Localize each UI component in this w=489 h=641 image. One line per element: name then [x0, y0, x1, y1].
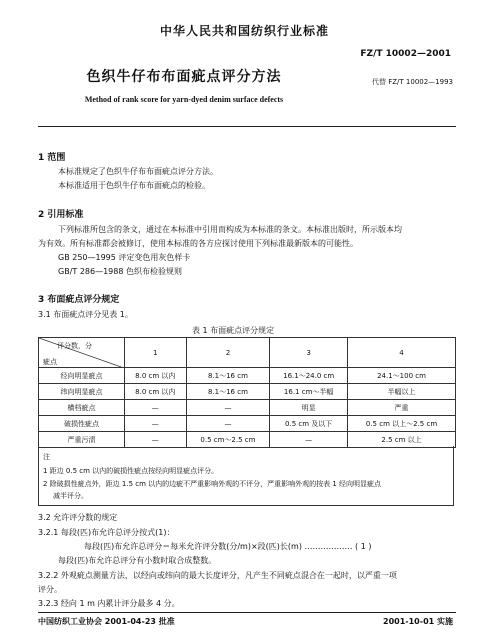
- score-table: [38, 337, 456, 448]
- corner-bottom-label: 疵点: [43, 358, 57, 366]
- note-2-cont: 减半评分。: [53, 492, 88, 500]
- row-label: 严重污渍: [39, 432, 125, 448]
- table-cell: 16.1～24.0 cm: [270, 368, 348, 384]
- implementation-date: 2001-10-01 实施: [383, 617, 453, 626]
- header-rule: [38, 126, 456, 127]
- table-row: [39, 368, 456, 384]
- section-2-title: 2 引用标准: [38, 210, 84, 220]
- table-cell: 半幅以上: [348, 384, 456, 400]
- table-cell: —: [270, 432, 348, 448]
- table-cell: 8.1～16 cm: [186, 384, 270, 400]
- note-label: 注: [43, 453, 50, 461]
- section-1-para-1: 本标准规定了色织牛仔布布面疵点评分方法。: [58, 167, 218, 176]
- table-row: [39, 400, 456, 416]
- score-header-3: 3: [270, 338, 348, 368]
- table-cell: 0.5 cm～2.5 cm: [186, 432, 270, 448]
- section-1-para-2: 本标准适用于色织牛仔布布面疵点的检验。: [58, 181, 210, 190]
- clause-3-1: 3.1 布面疵点评分见表 1。: [38, 310, 133, 319]
- table-row: [39, 416, 456, 432]
- table-cell: —: [125, 400, 187, 416]
- clause-3-2-1-b: 每段(匹)布允许总评分有小数时取合成整数。: [58, 556, 217, 565]
- table-cell: 2.5 cm 以上: [348, 432, 456, 448]
- section-3-title: 3 布面疵点评分规定: [38, 295, 120, 305]
- table-cell: —: [186, 400, 270, 416]
- score-header-1: 1: [125, 338, 187, 368]
- approval-line: 中国纺织工业协会 2001-04-23 批准: [38, 617, 175, 626]
- table-cell: —: [125, 416, 187, 432]
- table-caption: 表 1 布面疵点评分规定: [192, 326, 275, 335]
- formula-1: 每段(匹)布允许总评分＝每米允许评分数(分/m)×段(匹)长(m) ……………… ( 1 ): [84, 542, 372, 551]
- table-cell: 明显: [270, 400, 348, 416]
- replaces-code: 代替 FZ/T 10002—1993: [372, 78, 453, 86]
- table-cell: 8.0 cm 以内: [125, 384, 187, 400]
- footer-rule: [38, 612, 456, 613]
- clause-3-2-2-cont: 评分。: [38, 585, 62, 594]
- table-row: [39, 384, 456, 400]
- table-notes: [38, 446, 454, 506]
- table-cell: —: [186, 416, 270, 432]
- table-cell: 16.1 cm～半幅: [270, 384, 348, 400]
- document-title-en: Method of rank score for yarn-dyed denim surface defects: [84, 95, 284, 104]
- org-title: 中华人民共和国纺织行业标准: [159, 24, 329, 38]
- clause-3-2-title: 3.2 允许评分数的规定: [38, 513, 118, 522]
- section-2-para-2: 为有效。所有标准都会被修订，使用本标准的各方应探讨使用下列标准最新版本的可能性。: [38, 239, 358, 248]
- table-cell: 8.0 cm 以内: [125, 368, 187, 384]
- score-header-2: 2: [186, 338, 270, 368]
- clause-3-2-2: 3.2.2 外观疵点测量方法，以经向或纬向的最大长度评分，凡产生不同疵点混合在一起时，以严重一项: [38, 571, 397, 580]
- table-cell: 0.5 cm 及以下: [270, 416, 348, 432]
- document-title: 色织牛仔布布面疵点评分方法: [86, 69, 282, 85]
- reference-gb250: GB 250—1995 评定变色用灰色样卡: [58, 253, 191, 262]
- row-label: 破损性疵点: [39, 416, 125, 432]
- clause-3-2-3: 3.2.3 经向 1 m 内累计评分最多 4 分。: [38, 599, 180, 608]
- section-1-title: 1 范围: [38, 153, 66, 163]
- reference-gb286: GB/T 286—1988 色织布检验规则: [58, 267, 182, 276]
- row-label: 横档疵点: [39, 400, 125, 416]
- section-2-para-1: 下列标准所包含的条文，通过在本标准中引用而构成为本标准的条文。本标准出版时，所示版本均: [58, 225, 402, 234]
- table-cell: 24.1～100 cm: [348, 368, 456, 384]
- table-cell: 8.1～16 cm: [186, 368, 270, 384]
- row-label: 经向明显疵点: [39, 368, 125, 384]
- table-cell: 严重: [348, 400, 456, 416]
- row-label: 纬向明显疵点: [39, 384, 125, 400]
- clause-3-2-1: 3.2.1 每段(匹)布允许总评分按式(1)：: [38, 528, 175, 537]
- table-cell: —: [125, 432, 187, 448]
- table-cell: 0.5 cm 以上～2.5 cm: [348, 416, 456, 432]
- score-header-4: 4: [348, 338, 456, 368]
- corner-top-label: 评分数，分: [57, 342, 92, 350]
- note-2: 2 除破损性疵点外，距边 1.5 cm 以内的边疵不严重影响外观的不评分，严重影响外观的按表 1 经向明显疵点: [43, 480, 382, 488]
- table-corner-cell: [39, 338, 125, 368]
- standard-code: FZ/T 10002—2001: [360, 49, 451, 59]
- note-1: 1 距边 0.5 cm 以内的破损性疵点按经向明显疵点评分。: [43, 467, 219, 475]
